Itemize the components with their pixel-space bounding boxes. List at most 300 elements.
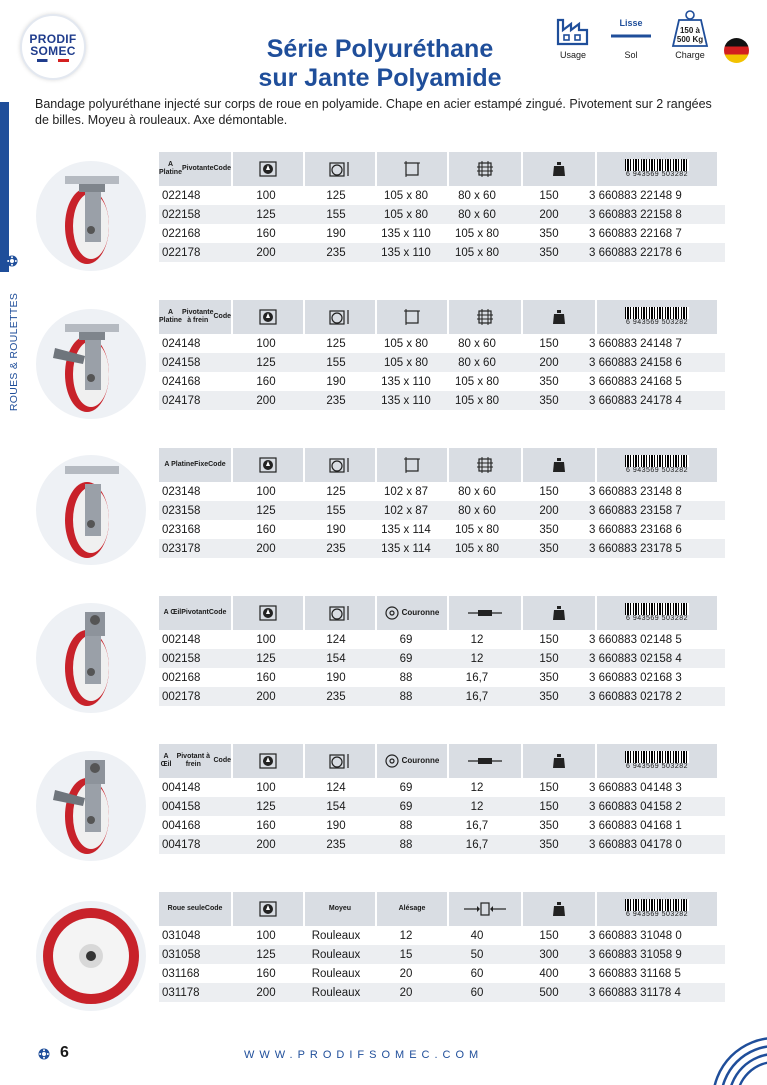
table-cell: 15 xyxy=(399,948,413,961)
table-cell: 350 xyxy=(539,246,559,259)
table-cell: 88 xyxy=(399,819,413,832)
wheel-diameter-icon xyxy=(259,900,277,918)
table-row xyxy=(159,983,725,1002)
table-cell: 023148 xyxy=(162,485,201,498)
table-cell: 024148 xyxy=(162,337,201,350)
table-cell: 155 xyxy=(326,504,346,517)
table-cell: 150 xyxy=(539,929,559,942)
table-cell: 160 xyxy=(256,375,276,388)
page-number: 6 xyxy=(60,1044,69,1061)
table-cell: 3 660883 23178 5 xyxy=(589,542,682,555)
table-cell: 3 660883 04158 2 xyxy=(589,800,682,813)
table-cell: 105 x 80 xyxy=(454,246,500,259)
table-cell: 100 xyxy=(256,929,276,942)
spec-table xyxy=(159,892,725,1002)
header-height xyxy=(305,152,375,186)
table-cell: 3 660883 04168 1 xyxy=(589,819,682,832)
table-cell: 004168 xyxy=(162,819,201,832)
header-height xyxy=(305,448,375,482)
table-row xyxy=(159,372,725,391)
load-value-line2: 500 Kg xyxy=(676,35,704,44)
crown-icon xyxy=(385,606,399,620)
table-cell: 3 660883 02148 5 xyxy=(589,633,682,646)
table-cell: 024158 xyxy=(162,356,201,369)
table-cell: 102 x 87 xyxy=(383,485,429,498)
table-cell: 3 660883 22148 9 xyxy=(589,189,682,202)
usage-label: Usage xyxy=(559,50,586,60)
table-row xyxy=(159,391,725,410)
plate-size-icon xyxy=(402,307,422,327)
table-row xyxy=(159,205,725,224)
table-cell: 3 660883 24148 7 xyxy=(589,337,682,350)
table-cell: 105 x 80 xyxy=(383,208,429,221)
table-cell: 88 xyxy=(399,671,413,684)
header-load xyxy=(523,596,595,630)
table-cell: 3 660883 23148 8 xyxy=(589,485,682,498)
header-code xyxy=(159,300,231,334)
table-cell: 200 xyxy=(256,542,276,555)
table-cell: Rouleaux xyxy=(311,967,361,980)
table-cell: 190 xyxy=(326,227,346,240)
table-cell: 105 x 80 xyxy=(454,542,500,555)
title-line1: Série Polyuréthane xyxy=(266,35,494,63)
header-hole xyxy=(449,596,521,630)
table-cell: 69 xyxy=(399,800,413,813)
table-cell: 3 660883 22168 7 xyxy=(589,227,682,240)
spec-table-header xyxy=(159,448,725,482)
header-title-line: Pivotante xyxy=(181,165,214,172)
table-cell: 40 xyxy=(470,929,484,942)
table-row xyxy=(159,501,725,520)
barcode-icon xyxy=(625,455,689,475)
load-indicator xyxy=(667,10,713,60)
header-ean xyxy=(597,892,717,926)
header-code xyxy=(159,744,231,778)
crown-label: Couronne xyxy=(401,756,440,765)
table-cell: 350 xyxy=(539,542,559,555)
table-cell: 350 xyxy=(539,394,559,407)
table-cell: 100 xyxy=(256,781,276,794)
table-row xyxy=(159,778,725,797)
crown-header xyxy=(385,606,440,620)
product-section xyxy=(35,892,725,1022)
header-title-line: Pivotant à frein xyxy=(176,753,211,768)
spec-table xyxy=(159,744,725,854)
table-cell: 350 xyxy=(539,523,559,536)
table-cell: 350 xyxy=(539,375,559,388)
table-cell: 20 xyxy=(399,986,413,999)
table-cell: 150 xyxy=(539,485,559,498)
table-cell: 125 xyxy=(256,504,276,517)
table-cell: 3 660883 23158 7 xyxy=(589,504,682,517)
table-cell: 125 xyxy=(256,652,276,665)
spec-table-body xyxy=(159,334,725,410)
table-cell: 135 x 110 xyxy=(381,246,431,259)
header-diameter xyxy=(233,300,303,334)
table-cell: 3 660883 31168 5 xyxy=(589,967,681,980)
header-title-line: Code xyxy=(208,461,226,468)
overall-height-icon xyxy=(328,308,352,326)
table-row xyxy=(159,687,725,706)
table-cell: 200 xyxy=(539,504,559,517)
table-cell: 023168 xyxy=(162,523,201,536)
wheel-image xyxy=(35,308,147,420)
table-cell: 154 xyxy=(326,652,346,665)
website-link[interactable]: WWW.PRODIFSOMEC.COM xyxy=(244,1049,484,1061)
header-ean xyxy=(597,596,717,630)
sidebar-strip xyxy=(0,102,9,272)
barcode-number: 6 943569 503282 xyxy=(626,467,688,474)
table-cell: 125 xyxy=(326,337,346,350)
product-section xyxy=(35,744,725,874)
table-cell: Rouleaux xyxy=(311,948,361,961)
product-section xyxy=(35,448,725,578)
table-cell: 235 xyxy=(326,838,346,851)
load-label: Charge xyxy=(675,50,705,60)
product-description: Bandage polyuréthane injecté sur corps de roue en polyamide. Chape en acier estampé zingué. Pivotement sur 2 rangées de billes. Moyeu à rouleaux. Axe démontable. xyxy=(35,97,712,127)
header-height xyxy=(305,744,375,778)
barcode-bars xyxy=(625,159,689,171)
header-code xyxy=(159,892,231,926)
overall-height-icon xyxy=(328,160,352,178)
table-cell: 80 x 60 xyxy=(458,504,496,517)
header-height: Moyeu xyxy=(305,892,375,926)
table-cell: 150 xyxy=(539,633,559,646)
header-load xyxy=(523,448,595,482)
header-diameter xyxy=(233,892,303,926)
table-cell: 022158 xyxy=(162,208,201,221)
table-row xyxy=(159,334,725,353)
table-cell: 88 xyxy=(399,690,413,703)
table-cell: 150 xyxy=(539,189,559,202)
table-cell: 100 xyxy=(256,633,276,646)
table-cell: 100 xyxy=(256,485,276,498)
brand-logo xyxy=(20,14,86,80)
wheel-icon xyxy=(6,255,18,267)
table-cell: 023158 xyxy=(162,504,201,517)
table-cell: 150 xyxy=(539,781,559,794)
barcode-number: 6 943569 503282 xyxy=(626,615,688,622)
spec-table-header xyxy=(159,300,725,334)
header-load xyxy=(523,300,595,334)
table-cell: 60 xyxy=(470,967,484,980)
table-row xyxy=(159,835,725,854)
header-ean xyxy=(597,744,717,778)
table-cell: 124 xyxy=(326,781,346,794)
table-cell: 024168 xyxy=(162,375,201,388)
header-height xyxy=(305,596,375,630)
table-cell: 190 xyxy=(326,375,346,388)
table-cell: 160 xyxy=(256,227,276,240)
table-cell: 3 660883 04148 3 xyxy=(589,781,682,794)
table-row xyxy=(159,520,725,539)
load-weight-icon xyxy=(552,457,566,473)
table-cell: 125 xyxy=(256,208,276,221)
header-diameter xyxy=(233,448,303,482)
table-cell: 105 x 80 xyxy=(454,375,500,388)
table-cell: 3 660883 04178 0 xyxy=(589,838,682,851)
table-cell: 200 xyxy=(539,356,559,369)
product-section xyxy=(35,152,725,282)
spec-table-header xyxy=(159,596,725,630)
table-cell: 190 xyxy=(326,819,346,832)
table-cell: 102 x 87 xyxy=(383,504,429,517)
spec-table xyxy=(159,596,725,706)
usage-legend xyxy=(553,12,713,72)
header-title-line: Code xyxy=(208,609,227,616)
header-hole xyxy=(449,892,521,926)
table-cell: 125 xyxy=(256,948,276,961)
header-title-line: A Platine xyxy=(164,461,195,468)
table-cell: 3 660883 31058 9 xyxy=(589,948,682,961)
barcode-icon xyxy=(625,159,689,179)
header-hole xyxy=(449,152,521,186)
table-cell: 350 xyxy=(539,671,559,684)
product-section xyxy=(35,300,725,430)
table-cell: 105 x 80 xyxy=(454,227,500,240)
header-height xyxy=(305,300,375,334)
header-code xyxy=(159,152,231,186)
table-cell: 12 xyxy=(470,652,484,665)
spec-table-header xyxy=(159,892,725,926)
sidebar-category xyxy=(0,290,20,430)
spec-table xyxy=(159,300,725,410)
table-cell: 69 xyxy=(399,781,413,794)
barcode-number: 6 943569 503282 xyxy=(626,763,688,770)
table-cell: 150 xyxy=(539,337,559,350)
table-cell: 500 xyxy=(539,986,559,999)
table-cell: 3 660883 02178 2 xyxy=(589,690,682,703)
table-cell: 80 x 60 xyxy=(458,337,496,350)
overall-height-icon xyxy=(328,752,352,770)
axle-icon xyxy=(467,608,503,618)
header-hole xyxy=(449,448,521,482)
table-cell: 125 xyxy=(256,356,276,369)
table-cell: 235 xyxy=(326,542,346,555)
header-title-line: A Platine xyxy=(159,161,182,176)
table-row xyxy=(159,945,725,964)
spec-table-body xyxy=(159,778,725,854)
wheel-image xyxy=(35,750,147,862)
table-row xyxy=(159,482,725,501)
spec-table xyxy=(159,448,725,558)
crown-icon xyxy=(385,754,399,768)
hole-spacing-icon xyxy=(475,307,495,327)
barcode-number: 6 943569 503282 xyxy=(626,171,688,178)
table-cell: 200 xyxy=(256,838,276,851)
table-cell: 350 xyxy=(539,227,559,240)
crown-label: Couronne xyxy=(401,608,440,617)
table-cell: 20 xyxy=(399,967,413,980)
table-row xyxy=(159,649,725,668)
barcode-number: 6 943569 503282 xyxy=(626,911,688,918)
plate-size-icon xyxy=(402,159,422,179)
table-row xyxy=(159,797,725,816)
table-cell: 002148 xyxy=(162,633,201,646)
table-cell: 16,7 xyxy=(465,819,489,832)
table-cell: 022178 xyxy=(162,246,201,259)
table-cell: 124 xyxy=(326,633,346,646)
spec-table-body xyxy=(159,186,725,262)
header-title-line: Roue seule xyxy=(167,905,205,912)
table-cell: 3 660883 24168 5 xyxy=(589,375,682,388)
floor-line-icon xyxy=(609,28,653,38)
table-cell: 105 x 80 xyxy=(383,337,429,350)
table-cell: 004148 xyxy=(162,781,201,794)
table-cell: 105 x 80 xyxy=(454,523,500,536)
header-load xyxy=(523,744,595,778)
header-plate: Alésage xyxy=(377,892,447,926)
load-weight-icon xyxy=(552,161,566,177)
table-cell: 125 xyxy=(326,485,346,498)
table-cell: 031178 xyxy=(162,986,200,999)
table-cell: 004178 xyxy=(162,838,201,851)
table-cell: 3 660883 02168 3 xyxy=(589,671,682,684)
barcode-bars xyxy=(625,751,689,763)
table-cell: 200 xyxy=(256,246,276,259)
header-plate xyxy=(377,300,447,334)
table-cell: 3 660883 23168 6 xyxy=(589,523,682,536)
crown-header xyxy=(385,754,440,768)
table-row xyxy=(159,224,725,243)
corner-arcs-icon xyxy=(705,1030,767,1085)
plate-size-icon xyxy=(402,455,422,475)
table-cell: 300 xyxy=(539,948,559,961)
table-cell: 100 xyxy=(256,189,276,202)
table-cell: 135 x 114 xyxy=(381,523,431,536)
table-cell: 350 xyxy=(539,838,559,851)
header-plate xyxy=(377,744,447,778)
header-ean xyxy=(597,152,717,186)
german-flag-icon xyxy=(724,38,749,63)
table-row xyxy=(159,243,725,262)
header-hole xyxy=(449,744,521,778)
table-row xyxy=(159,186,725,205)
floor-value: Lisse xyxy=(619,18,643,28)
table-cell: 155 xyxy=(326,208,346,221)
table-cell: 023178 xyxy=(162,542,201,555)
title-line2: sur Jante Polyamide xyxy=(258,64,502,92)
barcode-icon xyxy=(625,751,689,771)
table-cell: 190 xyxy=(326,671,346,684)
table-cell: 12 xyxy=(399,929,413,942)
load-weight-icon xyxy=(552,309,566,325)
table-row xyxy=(159,816,725,835)
table-cell: 3 660883 24158 6 xyxy=(589,356,682,369)
table-cell: 50 xyxy=(470,948,484,961)
spec-table-body xyxy=(159,630,725,706)
table-cell: 80 x 60 xyxy=(458,189,496,202)
table-cell: 12 xyxy=(470,781,484,794)
table-row xyxy=(159,668,725,687)
table-cell: 002158 xyxy=(162,652,201,665)
table-row xyxy=(159,539,725,558)
product-section xyxy=(35,596,725,726)
sidebar-category-label: ROUES & ROULETTES xyxy=(8,292,20,412)
table-cell: 200 xyxy=(256,986,276,999)
load-weight-icon xyxy=(552,901,566,917)
header-title-line: A Œil xyxy=(160,753,172,768)
table-cell: 024178 xyxy=(162,394,201,407)
table-row xyxy=(159,926,725,945)
table-cell: 135 x 110 xyxy=(381,227,431,240)
header-hole xyxy=(449,300,521,334)
header-diameter xyxy=(233,596,303,630)
table-cell: 69 xyxy=(399,633,413,646)
table-cell: 135 x 110 xyxy=(381,375,431,388)
load-weight-icon xyxy=(552,753,566,769)
table-cell: Rouleaux xyxy=(311,929,361,942)
spec-table xyxy=(159,152,725,262)
page-title xyxy=(200,35,560,93)
header-load xyxy=(523,152,595,186)
table-cell: Rouleaux xyxy=(311,986,361,999)
table-cell: 16,7 xyxy=(465,671,489,684)
table-cell: 16,7 xyxy=(465,690,489,703)
header-title-line: A Platine xyxy=(159,309,182,324)
table-cell: 160 xyxy=(256,967,276,980)
table-cell: 235 xyxy=(326,690,346,703)
table-cell: 100 xyxy=(256,337,276,350)
header-title-line: Pivotante à frein xyxy=(181,309,214,324)
table-cell: 235 xyxy=(326,246,346,259)
table-cell: 60 xyxy=(470,986,484,999)
table-cell: 105 x 80 xyxy=(383,189,429,202)
wheel-diameter-icon xyxy=(259,308,277,326)
header-ean xyxy=(597,300,717,334)
table-cell: 105 x 80 xyxy=(454,394,500,407)
wheel-diameter-icon xyxy=(259,160,277,178)
table-cell: 031048 xyxy=(162,929,201,942)
spec-table-header xyxy=(159,744,725,778)
header-code xyxy=(159,448,231,482)
wheel-image xyxy=(35,900,147,1012)
header-title-line: Pivotant xyxy=(181,609,209,616)
hole-spacing-icon xyxy=(475,159,495,179)
table-cell: 235 xyxy=(326,394,346,407)
table-cell: 022148 xyxy=(162,189,201,202)
table-cell: 022168 xyxy=(162,227,201,240)
header-ean xyxy=(597,448,717,482)
table-cell: 69 xyxy=(399,652,413,665)
table-cell: 3 660883 24178 4 xyxy=(589,394,682,407)
factory-icon xyxy=(555,14,591,46)
table-cell: 002168 xyxy=(162,671,201,684)
table-cell: 350 xyxy=(539,819,559,832)
header-title-line: Code xyxy=(213,165,231,172)
table-row xyxy=(159,964,725,983)
table-cell: 16,7 xyxy=(465,838,489,851)
barcode-bars xyxy=(625,455,689,467)
header-title-line: Fixe xyxy=(194,461,209,468)
table-cell: 3 660883 22158 8 xyxy=(589,208,682,221)
flag-stripe-icon xyxy=(37,59,69,62)
table-cell: 150 xyxy=(539,800,559,813)
table-cell: 135 x 114 xyxy=(381,542,431,555)
header-plate xyxy=(377,596,447,630)
table-cell: 12 xyxy=(470,633,484,646)
barcode-bars xyxy=(625,899,689,911)
table-cell: 135 x 110 xyxy=(381,394,431,407)
table-row xyxy=(159,630,725,649)
axle-icon xyxy=(467,756,503,766)
header-plate xyxy=(377,448,447,482)
table-cell: 400 xyxy=(539,967,559,980)
hub-width-icon xyxy=(463,902,507,916)
load-value xyxy=(667,26,713,44)
table-cell: 154 xyxy=(326,800,346,813)
barcode-icon xyxy=(625,307,689,327)
